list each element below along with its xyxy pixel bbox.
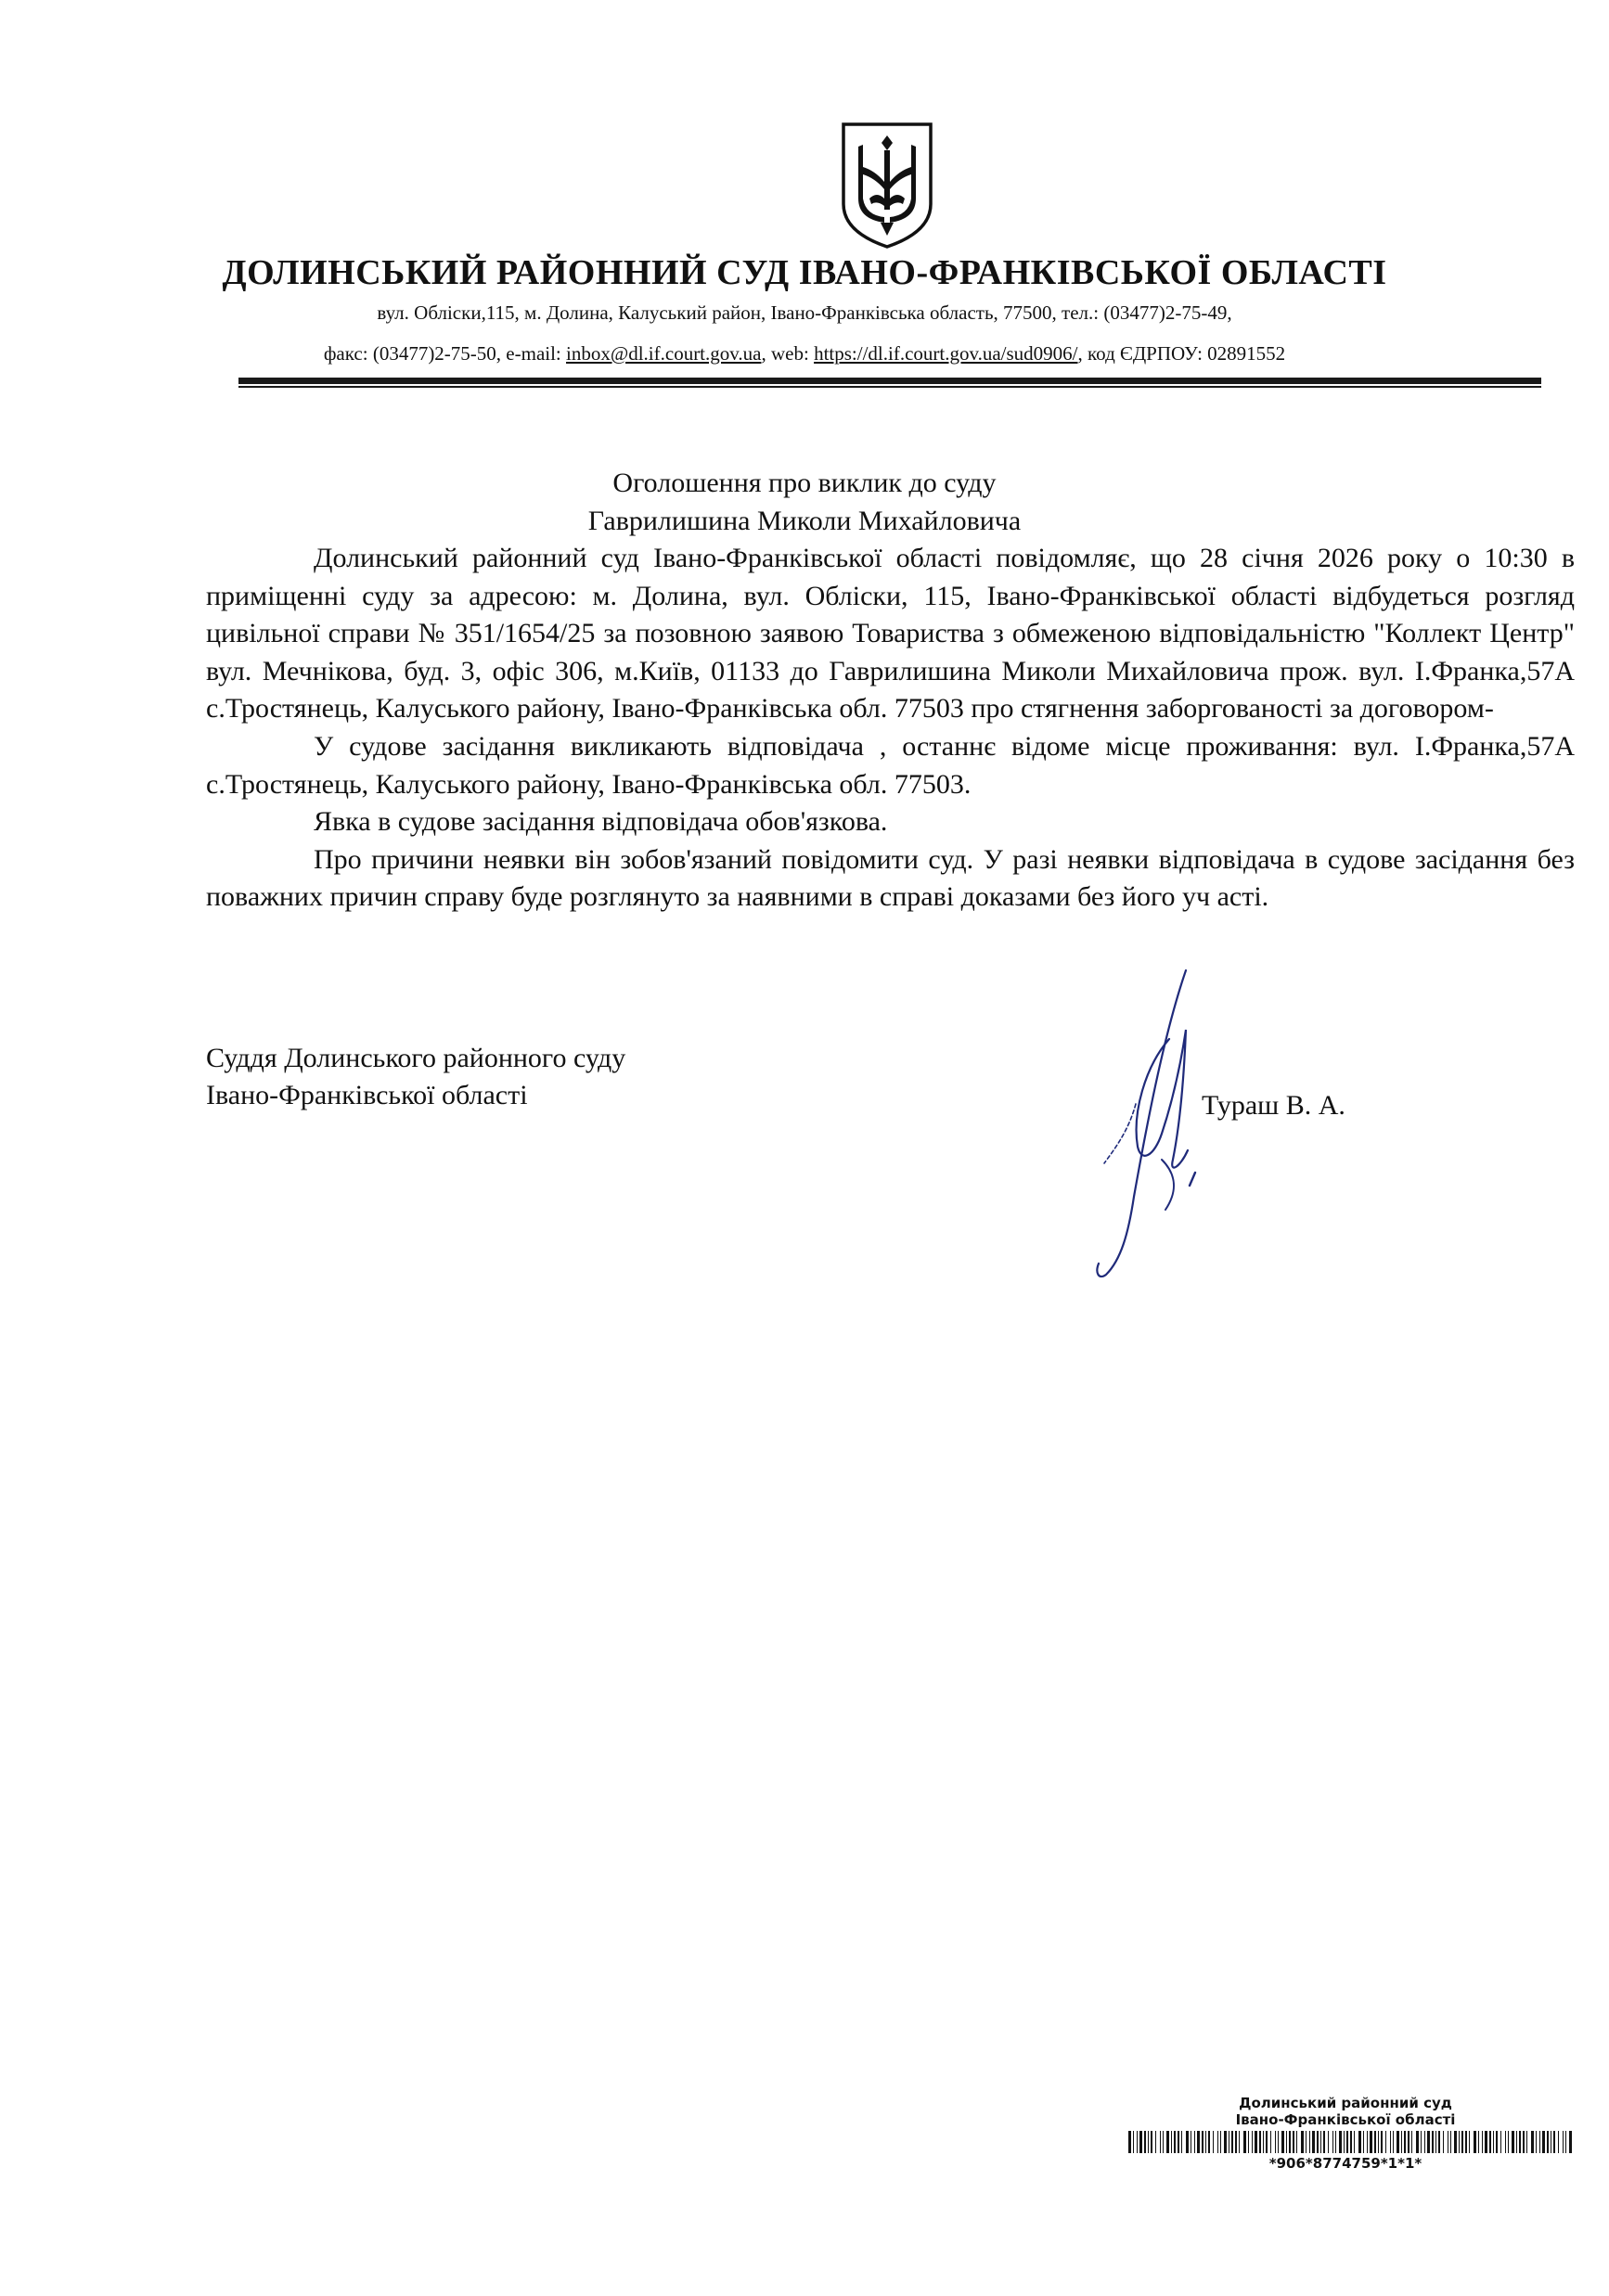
- judge-title-line: Івано-Франківської області: [206, 1080, 528, 1110]
- notice-paragraph: Долинський районний суд Івано-Франківської області повідомляє, що 28 січня 2026 року о 10:30 в приміщенні суду за адресою: м. Долина, вул. Обліски, 115, Івано-Франківської області відбудеться розгляд цивільної справи № 351/1654/25 за позовною заявою Товариства з обмеженою відповідальністю "Коллект Центр" вул. Мечнікова, буд. 3, офіс 306, м.Київ, 01133 до Гаврилишина Миколи Михайловича прож. вул. І.Франка,57А с.Тростянець, Калуського району, Івано-Франківська обл. 77503 про стягнення заборгованості за договором-: [206, 543, 1575, 725]
- judge-title: [206, 1040, 625, 1114]
- court-address: вул. Обліски,115, м. Долина, Калуський район, Івано-Франківська область, 77500, тел.: (03477)2-75-49,: [377, 301, 1232, 324]
- barcode-number: *906*8774759*1*1*: [1268, 2155, 1422, 2172]
- coat-of-arms-icon: [838, 119, 936, 250]
- email-link[interactable]: inbox@dl.if.court.gov.ua: [566, 342, 762, 365]
- court-contacts: [0, 340, 1609, 366]
- notice-paragraph: Про причини неявки він зобов'язаний повідомити суд. У разі неявки відповідача в судове засідання без поважних причин справу буде розглянуто за наявними в справі доказами без його уч асті.: [206, 843, 1575, 913]
- website-link[interactable]: https://dl.if.court.gov.ua/sud0906/: [814, 342, 1078, 365]
- web-label: , web:: [761, 342, 815, 365]
- notice-paragraph: У судове засідання викликають відповідача , останнє відоме місце проживання: вул. І.Франка,57А с.Тростянець, Калуського району, Івано-Франківська обл. 77503.: [206, 730, 1575, 800]
- barcode: [1128, 2131, 1572, 2153]
- stamp-org-line: Івано-Франківської області: [1235, 2111, 1456, 2128]
- notice-title: Оголошення про виклик до суду: [612, 468, 997, 498]
- notice-paragraph: Явка в судове засідання відповідача обов'язкова.: [314, 806, 888, 838]
- judge-name: Тураш В. А.: [1202, 1090, 1345, 1121]
- judge-title-line: Суддя Долинського районного суду: [206, 1043, 626, 1073]
- header-divider-thin: [238, 386, 1541, 388]
- header-divider-thick: [238, 378, 1541, 384]
- stamp-org-line: Долинський районний суд: [1239, 2095, 1452, 2111]
- fax-label: факс: (03477)2-75-50, e-mail:: [323, 342, 567, 365]
- court-name: ДОЛИНСЬКИЙ РАЙОННИЙ СУД ІВАНО-ФРАНКІВСЬКОЇ ОБЛАСТІ: [222, 253, 1387, 292]
- handwritten-signature: [1076, 965, 1253, 1289]
- notice-subject-name: Гаврилишина Миколи Михайловича: [587, 506, 1022, 536]
- edrpou-code: , код ЄДРПОУ: 02891552: [1077, 342, 1286, 365]
- notice-body: [206, 540, 1575, 917]
